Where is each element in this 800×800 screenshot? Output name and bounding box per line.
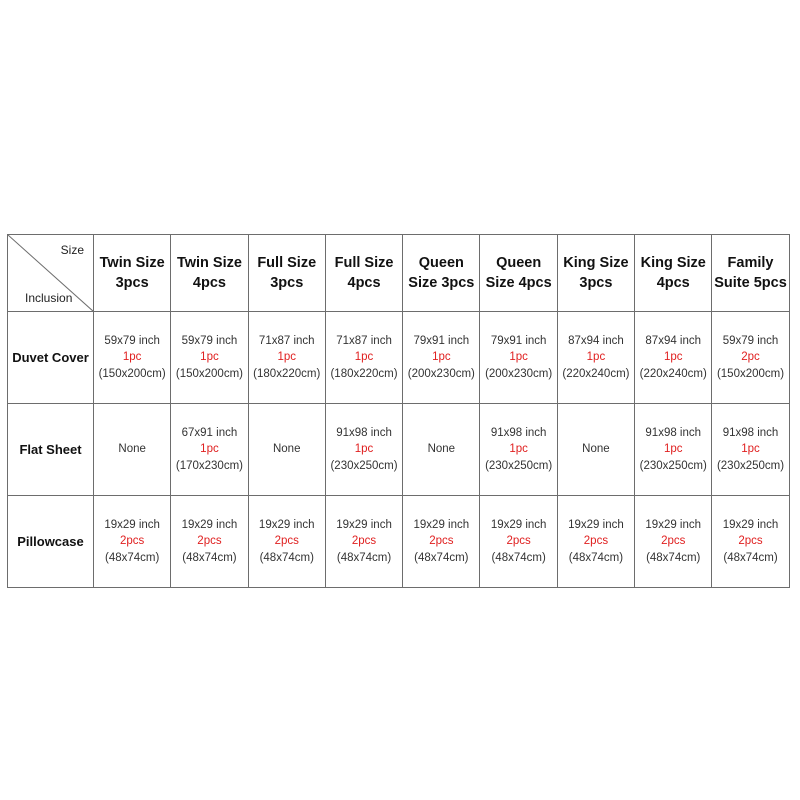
table-cell xyxy=(171,404,248,496)
cm-size-text: (200x230cm) xyxy=(485,367,553,380)
inch-size-text: 19x29 inch xyxy=(645,518,702,531)
inch-size-text: 19x29 inch xyxy=(336,518,392,531)
inch-size-text: 79x91 inch xyxy=(490,334,547,347)
table-cell xyxy=(557,496,634,588)
quantity-text: 2pcs xyxy=(661,535,686,548)
table-row xyxy=(8,496,790,588)
table-cell xyxy=(712,404,789,496)
inch-size-text: 59x79 inch xyxy=(722,334,779,347)
cm-size-text: (230x250cm) xyxy=(716,459,785,472)
quantity-text: 2pc xyxy=(741,351,760,364)
cm-size-text: (48x74cm) xyxy=(104,551,160,564)
cm-size-text: (150x200cm) xyxy=(98,367,166,380)
quantity-text: 2pcs xyxy=(120,535,145,548)
table-cell xyxy=(248,496,325,588)
cm-size-text: (48x74cm) xyxy=(414,551,469,564)
quantity-text: 1pc xyxy=(663,351,683,364)
table-cell xyxy=(403,404,480,496)
not-included-text: None xyxy=(118,443,146,456)
inch-size-text: 91x98 inch xyxy=(645,426,702,439)
table-cell xyxy=(94,404,171,496)
quantity-text: 2pcs xyxy=(351,535,377,548)
cm-size-text: (48x74cm) xyxy=(259,551,314,564)
table-cell xyxy=(557,312,634,404)
cm-size-text: (230x250cm) xyxy=(330,459,398,472)
cm-size-text: (220x240cm) xyxy=(639,367,707,380)
table-cell xyxy=(557,404,634,496)
header-row xyxy=(8,235,790,312)
table-cell xyxy=(480,404,557,496)
quantity-text: 1pc xyxy=(509,443,528,456)
corner-inclusion-label: Inclusion xyxy=(25,291,73,305)
quantity-text: 2pcs xyxy=(506,535,531,548)
inch-size-text: 87x94 inch xyxy=(568,334,624,347)
table-cell xyxy=(325,496,402,588)
cm-size-text: (150x200cm) xyxy=(175,367,243,380)
inch-size-text: 19x29 inch xyxy=(722,518,779,531)
inch-size-text: 67x91 inch xyxy=(181,426,238,439)
not-included-text: None xyxy=(582,443,610,456)
row-label: Duvet Cover xyxy=(8,312,94,404)
column-header: Full Size 4pcs xyxy=(325,235,402,312)
quantity-text: 1pc xyxy=(741,443,760,456)
table-cell xyxy=(171,312,248,404)
corner-size-label: Size xyxy=(60,243,84,257)
corner-cell xyxy=(8,235,94,312)
quantity-text: 1pc xyxy=(200,351,219,364)
cm-size-text: (220x240cm) xyxy=(562,367,630,380)
cm-size-text: (180x220cm) xyxy=(253,367,321,380)
quantity-text: 1pc xyxy=(432,351,451,364)
quantity-text: 1pc xyxy=(586,351,606,364)
quantity-text: 2pcs xyxy=(274,535,299,548)
quantity-text: 1pc xyxy=(277,351,297,364)
column-header: Family Suite 5pcs xyxy=(712,235,789,312)
column-header: Twin Size 4pcs xyxy=(171,235,248,312)
quantity-text: 2pcs xyxy=(738,535,763,548)
table-cell xyxy=(248,404,325,496)
row-label: Flat Sheet xyxy=(8,404,94,496)
inch-size-text: 91x98 inch xyxy=(490,426,547,439)
table-row xyxy=(8,404,790,496)
cm-size-text: (180x220cm) xyxy=(330,367,398,380)
inch-size-text: 19x29 inch xyxy=(258,518,315,531)
quantity-text: 2pcs xyxy=(429,535,454,548)
inch-size-text: 71x87 inch xyxy=(336,334,392,347)
table-cell xyxy=(712,496,789,588)
column-header: King Size 4pcs xyxy=(635,235,712,312)
table-cell xyxy=(480,312,557,404)
inch-size-text: 91x98 inch xyxy=(722,426,779,439)
cm-size-text: (48x74cm) xyxy=(723,551,778,564)
not-included-text: None xyxy=(272,443,301,456)
column-header: King Size 3pcs xyxy=(557,235,634,312)
column-header: Queen Size 4pcs xyxy=(480,235,557,312)
cm-size-text: (48x74cm) xyxy=(336,551,392,564)
table-row xyxy=(8,312,790,404)
quantity-text: 2pcs xyxy=(583,535,609,548)
table-cell xyxy=(403,496,480,588)
cm-size-text: (230x250cm) xyxy=(639,459,707,472)
cm-size-text: (170x230cm) xyxy=(175,459,243,472)
table-cell xyxy=(635,404,712,496)
quantity-text: 1pc xyxy=(663,443,683,456)
size-chart-table xyxy=(7,234,790,588)
quantity-text: 1pc xyxy=(354,351,374,364)
inch-size-text: 19x29 inch xyxy=(181,518,238,531)
table-cell xyxy=(403,312,480,404)
inch-size-text: 19x29 inch xyxy=(568,518,624,531)
not-included-text: None xyxy=(427,443,456,456)
cm-size-text: (200x230cm) xyxy=(407,367,475,380)
table-cell xyxy=(325,404,402,496)
inch-size-text: 71x87 inch xyxy=(258,334,315,347)
quantity-text: 1pc xyxy=(509,351,528,364)
table-cell xyxy=(635,312,712,404)
cm-size-text: (48x74cm) xyxy=(182,551,237,564)
inch-size-text: 87x94 inch xyxy=(645,334,702,347)
table-cell xyxy=(325,312,402,404)
column-header: Twin Size 3pcs xyxy=(94,235,171,312)
inch-size-text: 19x29 inch xyxy=(490,518,547,531)
table-cell xyxy=(94,496,171,588)
quantity-text: 1pc xyxy=(354,443,374,456)
column-header: Full Size 3pcs xyxy=(248,235,325,312)
inch-size-text: 59x79 inch xyxy=(104,334,160,347)
inch-size-text: 59x79 inch xyxy=(181,334,238,347)
cm-size-text: (48x74cm) xyxy=(646,551,701,564)
quantity-text: 2pcs xyxy=(197,535,222,548)
inch-size-text: 91x98 inch xyxy=(336,426,392,439)
table-cell xyxy=(480,496,557,588)
inch-size-text: 19x29 inch xyxy=(104,518,160,531)
table-cell xyxy=(94,312,171,404)
inch-size-text: 79x91 inch xyxy=(413,334,470,347)
column-header: Queen Size 3pcs xyxy=(403,235,480,312)
table-cell xyxy=(248,312,325,404)
row-label: Pillowcase xyxy=(8,496,94,588)
table-cell xyxy=(171,496,248,588)
cm-size-text: (150x200cm) xyxy=(716,367,785,380)
cm-size-text: (48x74cm) xyxy=(491,551,546,564)
quantity-text: 1pc xyxy=(122,351,142,364)
cm-size-text: (48x74cm) xyxy=(568,551,624,564)
table-cell xyxy=(635,496,712,588)
cm-size-text: (230x250cm) xyxy=(485,459,553,472)
inch-size-text: 19x29 inch xyxy=(413,518,470,531)
quantity-text: 1pc xyxy=(200,443,219,456)
table-cell xyxy=(712,312,789,404)
